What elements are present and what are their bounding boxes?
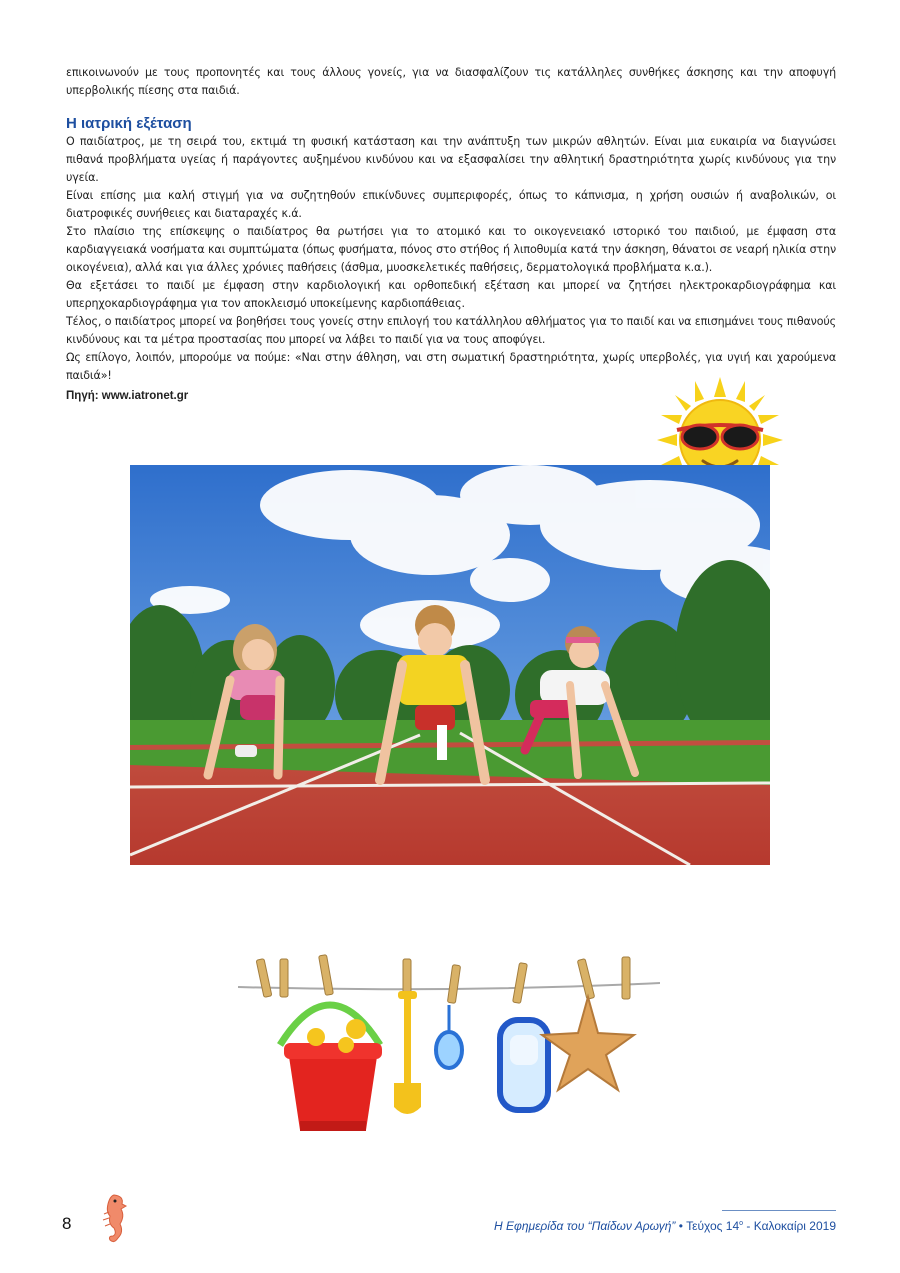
source-credit: Πηγή: www.iatronet.gr	[66, 390, 189, 402]
issue-suffix: ο	[739, 1220, 744, 1227]
footer-divider	[722, 1210, 836, 1211]
paragraph: Ο παιδίατρος, με τη σειρά του, εκτιμά τη φυσική κατάσταση και την ανάπτυξη των μικρών αθλητών. Είναι μια ευκαιρία να διαγνώσει πιθανά προβλήματα υγείας ή παράγοντες αυξημένου κινδύνου και να εξασφαλίσει την αθλητική δραστηριότητα χωρίς κινδύνους για την υγεία.	[66, 135, 836, 184]
page-number: 8	[62, 1214, 72, 1233]
beach-toys-illustration	[238, 935, 660, 1140]
paragraph: Ως επίλογο, λοιπόν, μπορούμε να πούμε: «Ναι στην άθληση, ναι στη σωματική δραστηριότητα, χωρίς υπερβολές, για υγιή και χαρούμενα παιδιά»!	[66, 351, 836, 382]
section-heading: Η ιατρική εξέταση	[66, 115, 192, 132]
season-year: Καλοκαίρι 2019	[753, 1219, 836, 1233]
kids-running-photo	[130, 465, 770, 865]
paragraph: Στο πλαίσιο της επίσκεψης ο παιδίατρος θα ρωτήσει για το ατομικό και το οικογενειακό ιστορικό του παιδιού, με έμφαση στα καρδιαγγειακά νοσήματα και συμπτώματα (όπως φυσήματα, πόνος στο στήθος ή λιποθυμία κατά την άσκηση, θάνατοι σε νεαρή ηλικία στην οικογένεια), αλλά και για άλλες χρόνιες παθήσεις (άσθμα, μυοσκελετικές παθήσεις, δερματολογικά προβλήματα κ.α.).	[66, 225, 836, 274]
article-body	[66, 133, 836, 385]
footer-separator: •	[678, 1219, 687, 1233]
intro-paragraph: επικοινωνούν με τους προπονητές και τους άλλους γονείς, για να διασφαλίζουν τις κατάλληλες συνθήκες άσκησης και την αποφυγή υπερβολικής πίεσης στα παιδιά.	[66, 66, 836, 97]
issue-number: Τεύχος 14	[686, 1219, 740, 1233]
footer-publication-info	[494, 1219, 836, 1233]
paragraph: Θα εξετάσει το παιδί με έμφαση στην καρδιολογική και ορθοπεδική εξέταση και μπορεί να ζητήσει ηλεκτροκαρδιογράφημα και υπερηχοκαρδιογράφημα για τον αποκλεισμό υποκείμενης καρδιοπάθειας.	[66, 279, 836, 310]
footer-dash: -	[746, 1219, 754, 1233]
paragraph: Είναι επίσης μια καλή στιγμή για να συζητηθούν επικίνδυνες συμπεριφορές, όπως το κάπνισμα, η χρήση ουσιών ή αναβολικών, οι διατροφικές συνήθειες και διαταραχές κ.ά.	[66, 189, 836, 220]
newspaper-title: Η Εφημερίδα του “Παίδων Αρωγή”	[494, 1219, 676, 1233]
seahorse-logo	[98, 1192, 130, 1248]
paragraph: Τέλος, ο παιδίατρος μπορεί να βοηθήσει τους γονείς στην επιλογή του κατάλληλου αθλήματος για το παιδί και να επισημάνει τους πιθανούς κινδύνους και τα μέτρα προστασίας που μπορεί να λάβει το παιδί για να τους αποφύγει.	[66, 315, 836, 346]
